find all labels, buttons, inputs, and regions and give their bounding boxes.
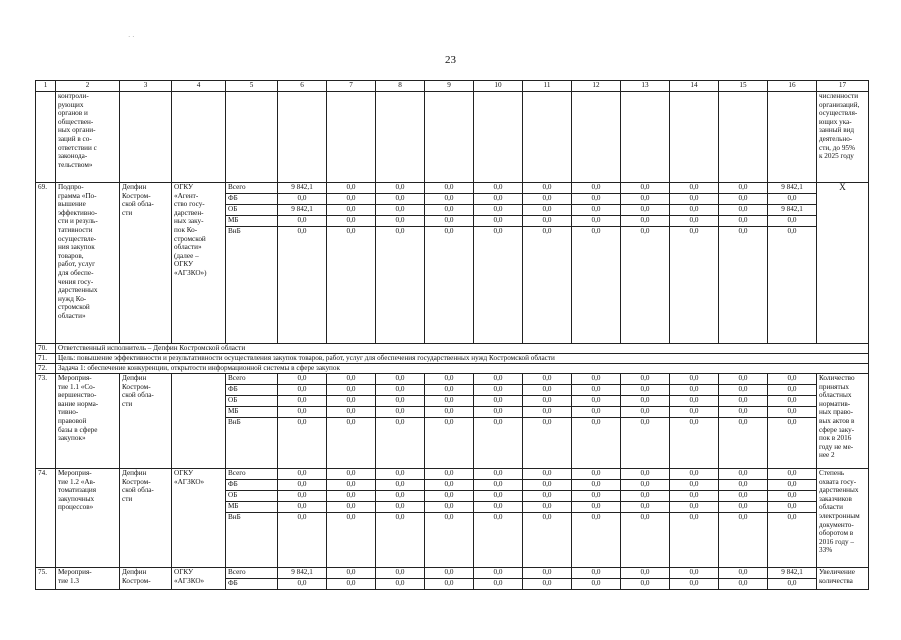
value-cell: 0,0 — [425, 407, 474, 418]
value-cell: 0,0 — [621, 227, 670, 344]
value-cell: 0,0 — [376, 579, 425, 590]
table-row — [36, 568, 869, 579]
executor-cell: ОГКУ «Агент- ство госу- дарствен- ных заку- пок Ко- стромской области» (далее – ОГКУ «АГЗКО») — [172, 183, 226, 344]
table-row — [36, 183, 869, 194]
responsible-cell: Депфин Костром- ской обла- сти — [120, 469, 172, 568]
value-cell: 0,0 — [572, 183, 621, 194]
value-cell: 0,0 — [768, 418, 817, 469]
value-cell: 0,0 — [572, 480, 621, 491]
value-cell: 0,0 — [719, 502, 768, 513]
value-cell: 0,0 — [425, 491, 474, 502]
responsible-cell: Депфин Костром- ской обла- сти — [120, 374, 172, 469]
result-cell: Количество принятых областных норматив- ных право- вых актов в сфере заку- пок в 2016 году не ме- нее 2 — [817, 374, 869, 469]
value-cell: 0,0 — [376, 491, 425, 502]
value-cell: 0,0 — [523, 194, 572, 205]
value-cell: 0,0 — [523, 579, 572, 590]
header-col-7: 7 — [327, 81, 376, 92]
header-col-10: 10 — [474, 81, 523, 92]
value-cell: 0,0 — [572, 418, 621, 469]
value-cell: 0,0 — [278, 480, 327, 491]
value-cell: 0,0 — [523, 385, 572, 396]
value-cell: 0,0 — [719, 407, 768, 418]
value-cell: 0,0 — [719, 418, 768, 469]
value-cell: 0,0 — [523, 227, 572, 344]
value-cell: 0,0 — [719, 579, 768, 590]
value-cell: 0,0 — [327, 183, 376, 194]
value-cell: 0,0 — [376, 205, 425, 216]
value-cell: 0,0 — [376, 227, 425, 344]
budget-type-cell: ВнБ — [226, 418, 278, 469]
value-cell: 0,0 — [376, 568, 425, 579]
value-cell: 0,0 — [474, 513, 523, 568]
value-cell: 0,0 — [425, 183, 474, 194]
empty-cell — [425, 92, 474, 183]
section-row — [36, 364, 869, 374]
header-row — [36, 81, 869, 92]
empty-cell — [621, 92, 670, 183]
value-cell: 0,0 — [474, 491, 523, 502]
value-cell: 9 842,1 — [768, 568, 817, 579]
value-cell: 0,0 — [523, 418, 572, 469]
row-number-cell: 75. — [36, 568, 56, 590]
value-cell: 0,0 — [572, 205, 621, 216]
value-cell: 0,0 — [670, 396, 719, 407]
value-cell: 0,0 — [278, 194, 327, 205]
value-cell: 0,0 — [376, 385, 425, 396]
budget-type-cell: ОБ — [226, 491, 278, 502]
value-cell: 0,0 — [425, 579, 474, 590]
empty-cell — [172, 92, 226, 183]
value-cell: 0,0 — [670, 502, 719, 513]
value-cell: 0,0 — [670, 385, 719, 396]
header-col-12: 12 — [572, 81, 621, 92]
value-cell: 0,0 — [719, 396, 768, 407]
result-cell: Увеличение количества — [817, 568, 869, 590]
value-cell: 9 842,1 — [278, 183, 327, 194]
value-cell: 0,0 — [474, 227, 523, 344]
value-cell: 0,0 — [621, 579, 670, 590]
value-cell: 0,0 — [376, 374, 425, 385]
value-cell: 9 842,1 — [278, 568, 327, 579]
value-cell: 9 842,1 — [768, 205, 817, 216]
value-cell: 0,0 — [425, 480, 474, 491]
empty-cell — [226, 92, 278, 183]
row-number-cell: 73. — [36, 374, 56, 469]
value-cell: 0,0 — [670, 513, 719, 568]
value-cell: 0,0 — [278, 227, 327, 344]
value-cell: 0,0 — [474, 418, 523, 469]
value-cell: 0,0 — [768, 502, 817, 513]
value-cell: 0,0 — [572, 374, 621, 385]
value-cell: 0,0 — [523, 513, 572, 568]
value-cell: 0,0 — [621, 216, 670, 227]
value-cell: 0,0 — [278, 502, 327, 513]
value-cell: 0,0 — [376, 194, 425, 205]
value-cell: 0,0 — [425, 418, 474, 469]
value-cell: 0,0 — [670, 418, 719, 469]
value-cell: 0,0 — [425, 194, 474, 205]
budget-type-cell: Всего — [226, 469, 278, 480]
value-cell: 0,0 — [425, 374, 474, 385]
value-cell: 0,0 — [327, 568, 376, 579]
value-cell: 0,0 — [621, 491, 670, 502]
value-cell: 0,0 — [670, 568, 719, 579]
value-cell: 0,0 — [523, 407, 572, 418]
value-cell: 0,0 — [425, 396, 474, 407]
value-cell: 0,0 — [572, 579, 621, 590]
value-cell: 0,0 — [474, 568, 523, 579]
header-col-17: 17 — [817, 81, 869, 92]
value-cell: 0,0 — [670, 579, 719, 590]
value-cell: 0,0 — [621, 513, 670, 568]
value-cell: 0,0 — [474, 194, 523, 205]
header-col-2: 2 — [56, 81, 120, 92]
value-cell: 0,0 — [376, 502, 425, 513]
row-name-cell: контроли- рующих органов и обществен- ных органи- заций в со- ответствии с законода- тельством» — [56, 92, 120, 183]
value-cell: 0,0 — [572, 568, 621, 579]
value-cell: 9 842,1 — [768, 183, 817, 194]
value-cell: 0,0 — [474, 469, 523, 480]
value-cell: 0,0 — [327, 194, 376, 205]
value-cell: 0,0 — [523, 183, 572, 194]
responsible-cell: Депфин Костром- ской обла- сти — [120, 183, 172, 344]
budget-type-cell: ФБ — [226, 480, 278, 491]
result-cell: численности организаций, осуществля- ющих ука- занный вид деятельно- сти, до 95% к 2025 году — [817, 92, 869, 183]
table-row — [36, 469, 869, 480]
section-row — [36, 344, 869, 354]
empty-cell — [768, 92, 817, 183]
value-cell: 0,0 — [719, 216, 768, 227]
header-col-15: 15 — [719, 81, 768, 92]
value-cell: 0,0 — [768, 396, 817, 407]
budget-type-cell: МБ — [226, 502, 278, 513]
value-cell: 0,0 — [327, 469, 376, 480]
header-col-9: 9 — [425, 81, 474, 92]
value-cell: 0,0 — [523, 469, 572, 480]
row-name-cell: Подпро- грамма «По- вышение эффективно- сти и резуль- тативности осуществле- ния закупок товаров, работ, услуг для обеспе- чения госу- дарственных нужд Ко- стромской области» — [56, 183, 120, 344]
value-cell: 0,0 — [376, 418, 425, 469]
value-cell: 0,0 — [719, 385, 768, 396]
header-col-4: 4 — [172, 81, 226, 92]
value-cell: 0,0 — [768, 469, 817, 480]
value-cell: 0,0 — [621, 396, 670, 407]
budget-type-cell: ВнБ — [226, 227, 278, 344]
value-cell: 0,0 — [621, 374, 670, 385]
value-cell: 0,0 — [327, 396, 376, 407]
value-cell: 0,0 — [327, 418, 376, 469]
value-cell: 0,0 — [523, 374, 572, 385]
value-cell: 0,0 — [768, 216, 817, 227]
value-cell: 0,0 — [327, 579, 376, 590]
value-cell: 0,0 — [719, 513, 768, 568]
value-cell: 0,0 — [278, 579, 327, 590]
budget-type-cell: ФБ — [226, 385, 278, 396]
section-text-cell: Цель: повышение эффективности и результативности осуществления закупок товаров, работ, услуг для обеспечения государственных нужд Костромской области — [56, 354, 869, 364]
value-cell: 0,0 — [425, 513, 474, 568]
empty-cell — [327, 92, 376, 183]
row-number-cell — [36, 92, 56, 183]
value-cell: 0,0 — [768, 227, 817, 344]
value-cell: 0,0 — [474, 374, 523, 385]
header-col-1: 1 — [36, 81, 56, 92]
value-cell: 0,0 — [327, 480, 376, 491]
value-cell: 0,0 — [768, 374, 817, 385]
section-text-cell: Ответственный исполнитель – Депфин Костромской области — [56, 344, 869, 354]
table-row — [36, 92, 869, 183]
value-cell: 0,0 — [278, 513, 327, 568]
value-cell: 0,0 — [719, 469, 768, 480]
value-cell: 0,0 — [572, 194, 621, 205]
value-cell: 0,0 — [768, 513, 817, 568]
budget-type-cell: ВнБ — [226, 513, 278, 568]
value-cell: 0,0 — [327, 502, 376, 513]
value-cell: 0,0 — [474, 183, 523, 194]
value-cell: 0,0 — [719, 374, 768, 385]
value-cell: 0,0 — [670, 183, 719, 194]
value-cell: 0,0 — [768, 385, 817, 396]
row-number-cell: 69. — [36, 183, 56, 344]
value-cell: 0,0 — [523, 396, 572, 407]
row-number-cell: 72. — [36, 364, 56, 374]
value-cell: 0,0 — [670, 407, 719, 418]
empty-cell — [120, 92, 172, 183]
value-cell: 0,0 — [474, 385, 523, 396]
value-cell: 0,0 — [719, 205, 768, 216]
value-cell: 0,0 — [278, 385, 327, 396]
value-cell: 0,0 — [768, 407, 817, 418]
section-row — [36, 354, 869, 364]
budget-type-cell: Всего — [226, 568, 278, 579]
value-cell: 0,0 — [327, 205, 376, 216]
value-cell: 0,0 — [327, 374, 376, 385]
value-cell: 0,0 — [327, 216, 376, 227]
value-cell: 0,0 — [278, 374, 327, 385]
executor-cell: ОГКУ «АГЗКО» — [172, 568, 226, 590]
value-cell: 0,0 — [621, 385, 670, 396]
value-cell: 0,0 — [719, 194, 768, 205]
value-cell: 0,0 — [572, 385, 621, 396]
empty-cell — [376, 92, 425, 183]
value-cell: 0,0 — [327, 513, 376, 568]
value-cell: 0,0 — [376, 216, 425, 227]
header-col-6: 6 — [278, 81, 327, 92]
empty-cell — [523, 92, 572, 183]
table-row — [36, 374, 869, 385]
value-cell: 0,0 — [621, 407, 670, 418]
value-cell: 0,0 — [768, 480, 817, 491]
value-cell: 0,0 — [376, 396, 425, 407]
row-name-cell: Мероприя- тие 1.1 «Со- вершенство- вание норма- тивно- правовой базы в сфере закупок» — [56, 374, 120, 469]
value-cell: 0,0 — [719, 480, 768, 491]
value-cell: 0,0 — [621, 502, 670, 513]
executor-cell — [172, 374, 226, 469]
value-cell: 0,0 — [474, 407, 523, 418]
value-cell: 0,0 — [278, 491, 327, 502]
section-text-cell: Задача 1: обеспечение конкуренции, открытости информационной системы в сфере закупок — [56, 364, 869, 374]
header-col-3: 3 — [120, 81, 172, 92]
header-col-11: 11 — [523, 81, 572, 92]
result-cell: Х — [817, 183, 869, 344]
value-cell: 0,0 — [474, 502, 523, 513]
value-cell: 0,0 — [719, 183, 768, 194]
value-cell: 0,0 — [621, 568, 670, 579]
value-cell: 0,0 — [523, 568, 572, 579]
value-cell: 0,0 — [474, 216, 523, 227]
empty-cell — [670, 92, 719, 183]
value-cell: 0,0 — [278, 469, 327, 480]
value-cell: 0,0 — [278, 396, 327, 407]
value-cell: 0,0 — [376, 469, 425, 480]
value-cell: 0,0 — [768, 491, 817, 502]
value-cell: 0,0 — [376, 183, 425, 194]
value-cell: 0,0 — [523, 502, 572, 513]
value-cell: 0,0 — [572, 227, 621, 344]
header-col-13: 13 — [621, 81, 670, 92]
budget-type-cell: МБ — [226, 407, 278, 418]
value-cell: 0,0 — [621, 469, 670, 480]
page-number: 23 — [445, 54, 456, 66]
value-cell: 0,0 — [572, 407, 621, 418]
value-cell: 0,0 — [327, 491, 376, 502]
value-cell: 0,0 — [474, 579, 523, 590]
responsible-cell: Депфин Костром- — [120, 568, 172, 590]
executor-cell: ОГКУ «АГЗКО» — [172, 469, 226, 568]
header-col-5: 5 — [226, 81, 278, 92]
budget-type-cell: Всего — [226, 374, 278, 385]
budget-type-cell: ФБ — [226, 579, 278, 590]
value-cell: 0,0 — [376, 480, 425, 491]
value-cell: 0,0 — [670, 205, 719, 216]
value-cell: 0,0 — [768, 579, 817, 590]
value-cell: 0,0 — [523, 491, 572, 502]
value-cell: 0,0 — [572, 502, 621, 513]
value-cell: 0,0 — [768, 194, 817, 205]
value-cell: 0,0 — [474, 480, 523, 491]
empty-cell — [278, 92, 327, 183]
value-cell: 0,0 — [670, 374, 719, 385]
budget-type-cell: МБ — [226, 216, 278, 227]
value-cell: 0,0 — [523, 216, 572, 227]
value-cell: 0,0 — [425, 216, 474, 227]
value-cell: 0,0 — [425, 502, 474, 513]
program-table — [35, 80, 869, 590]
value-cell: 9 842,1 — [278, 205, 327, 216]
value-cell: 0,0 — [621, 480, 670, 491]
header-col-16: 16 — [768, 81, 817, 92]
value-cell: 0,0 — [523, 205, 572, 216]
value-cell: 0,0 — [523, 480, 572, 491]
budget-type-cell: ФБ — [226, 194, 278, 205]
budget-type-cell: Всего — [226, 183, 278, 194]
budget-type-cell: ОБ — [226, 205, 278, 216]
value-cell: 0,0 — [425, 469, 474, 480]
value-cell: 0,0 — [425, 227, 474, 344]
value-cell: 0,0 — [327, 407, 376, 418]
value-cell: 0,0 — [670, 194, 719, 205]
value-cell: 0,0 — [278, 407, 327, 418]
value-cell: 0,0 — [327, 385, 376, 396]
value-cell: 0,0 — [572, 469, 621, 480]
value-cell: 0,0 — [376, 513, 425, 568]
result-cell: Степень охвата госу- дарственных заказчиков области электронным документо- оборотом в 2016 году – 33% — [817, 469, 869, 568]
value-cell: 0,0 — [670, 480, 719, 491]
row-name-cell: Мероприя- тие 1.3 — [56, 568, 120, 590]
value-cell: 0,0 — [670, 227, 719, 344]
value-cell: 0,0 — [670, 216, 719, 227]
row-number-cell: 74. — [36, 469, 56, 568]
empty-cell — [474, 92, 523, 183]
value-cell: 0,0 — [621, 418, 670, 469]
value-cell: 0,0 — [719, 568, 768, 579]
value-cell: 0,0 — [425, 568, 474, 579]
value-cell: 0,0 — [278, 418, 327, 469]
value-cell: 0,0 — [572, 396, 621, 407]
header-col-14: 14 — [670, 81, 719, 92]
row-number-cell: 70. — [36, 344, 56, 354]
header-col-8: 8 — [376, 81, 425, 92]
value-cell: 0,0 — [719, 491, 768, 502]
value-cell: 0,0 — [621, 205, 670, 216]
row-name-cell: Мероприя- тие 1.2 «Ав- томатизация закупочных процессов» — [56, 469, 120, 568]
value-cell: 0,0 — [278, 216, 327, 227]
budget-type-cell: ОБ — [226, 396, 278, 407]
value-cell: 0,0 — [719, 227, 768, 344]
scan-mark: · · — [128, 33, 135, 41]
value-cell: 0,0 — [474, 396, 523, 407]
empty-cell — [572, 92, 621, 183]
empty-cell — [719, 92, 768, 183]
value-cell: 0,0 — [425, 385, 474, 396]
value-cell: 0,0 — [327, 227, 376, 344]
value-cell: 0,0 — [376, 407, 425, 418]
value-cell: 0,0 — [621, 183, 670, 194]
value-cell: 0,0 — [425, 205, 474, 216]
value-cell: 0,0 — [621, 194, 670, 205]
value-cell: 0,0 — [572, 513, 621, 568]
value-cell: 0,0 — [474, 205, 523, 216]
value-cell: 0,0 — [670, 491, 719, 502]
value-cell: 0,0 — [572, 491, 621, 502]
value-cell: 0,0 — [572, 216, 621, 227]
row-number-cell: 71. — [36, 354, 56, 364]
value-cell: 0,0 — [670, 469, 719, 480]
